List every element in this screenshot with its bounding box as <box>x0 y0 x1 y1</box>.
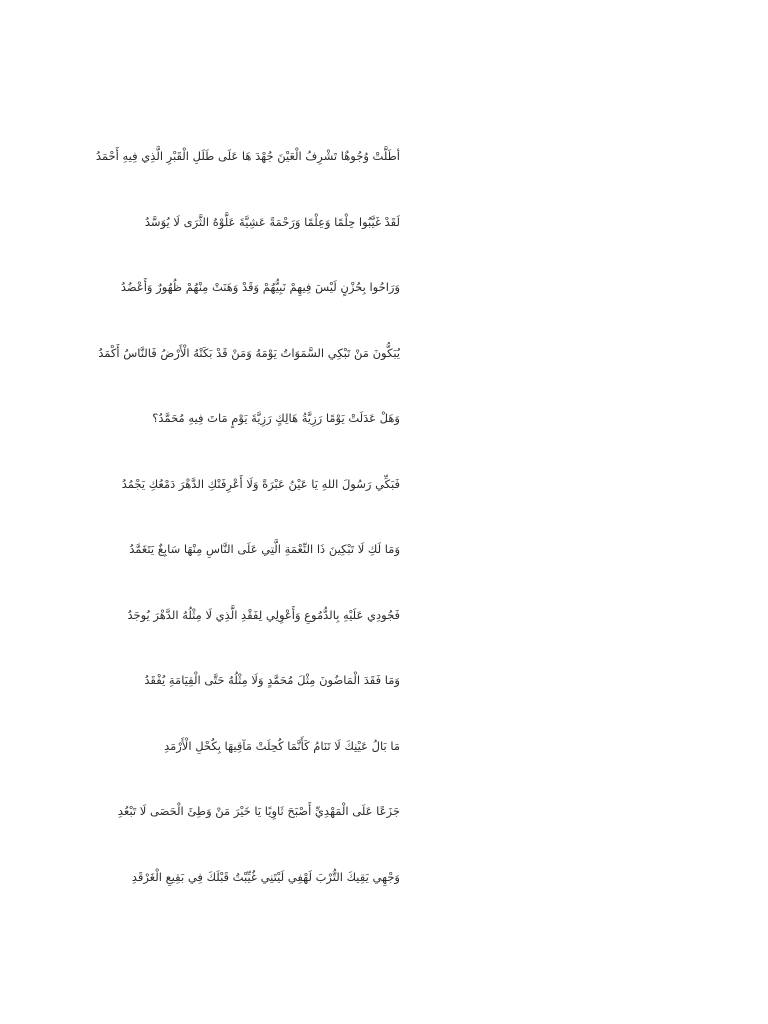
verse-line: وَرَاحُوا بِحُزْنٍ لَيْسَ فِيهِمْ نَبِيُّهُمْ وَقَدْ وَهَنَتْ مِنْهُمْ ظُهُورٌ وَأَعْضُدُ <box>120 280 400 294</box>
verse-line: جَزَعًا عَلَى الْمَهْدِيِّ أَصْبَحَ ثَاوِيًا يَا خَيْرَ مَنْ وَطِئَ الْحَصَى لَا تَبْعُدِ <box>117 804 400 818</box>
verse-line: يُبَكُّونَ مَنْ تَبْكِي السَّمَوَاتُ يَوْمَهُ وَمَنْ قَدْ بَكَتْهُ الْأَرْضُ فَالنَّاسُ أَكْمَدُ <box>98 345 400 360</box>
verse-line: فَجُودِي عَلَيْهِ بِالدُّمُوعِ وَأَعْوِلِي لِفَقْدِ الَّذِي لَا مِثْلُهُ الدَّهْرَ يُوجَدُ <box>127 607 400 622</box>
verse-line: أطَلَّتْ وُجُوهٌا تَشْرِفُ الْعَيْنَ جُهْدَ هَا عَلَى طَلَلِ الْقَبْرِ الَّذِي فِيهِ أَحْمَدُ <box>95 149 400 163</box>
verse-line: وَهَلْ عَدَلَتْ يَوْمًا رَزِيَّةُ هَالِكٍ رَزِيَّةَ يَوْمٍ مَاتَ فِيهِ مُحَمَّدُ؟ <box>152 411 400 425</box>
verse-line: فَبَكِّي رَسُولَ اللهِ يَا عَيْنُ عَبْرَةً وَلَا أَعْرِفَنْكِ الدَّهْرَ دَمْعُكِ يَجْمُدُ <box>121 476 400 491</box>
verse-line: مَا بَالُ عَيْنِكَ لَا تَنَامُ كَأَنَّمَا كُحِلَتْ مَآقِيهَا بِكُحْلِ الْأَرْمَدِ <box>164 738 400 753</box>
verse-line: وَجْهِي يَقِيكَ التُّرْبَ لَهْفِي لَيْتَنِي غُيِّبْتُ قَبْلَكَ فِي بَقِيعِ الْغَرْقَدِ <box>131 869 400 884</box>
verse-line: لَقَدْ غَيَّبُوا حِلْمًا وَعِلْمًا وَرَحْمَةً عَشِيَّةَ عَلَّوْهُ الثَّرَى لَا يُوَسَّدُ <box>144 214 400 229</box>
poem-verses <box>60 145 400 931</box>
verse-line: وَمَا لَكِ لَا تَبْكِينَ ذَا النِّعْمَةِ الَّتِي عَلَى النَّاسِ مِنْهَا سَابِغٌ يَتَغَمَّدُ <box>129 542 400 556</box>
verse-line: وَمَا فَقَدَ الْمَاضُونَ مِثْلَ مُحَمَّدٍ وَلَا مِثْلُهُ حَتَّى الْقِيَامَةِ يُفْقَدُ <box>144 673 400 687</box>
